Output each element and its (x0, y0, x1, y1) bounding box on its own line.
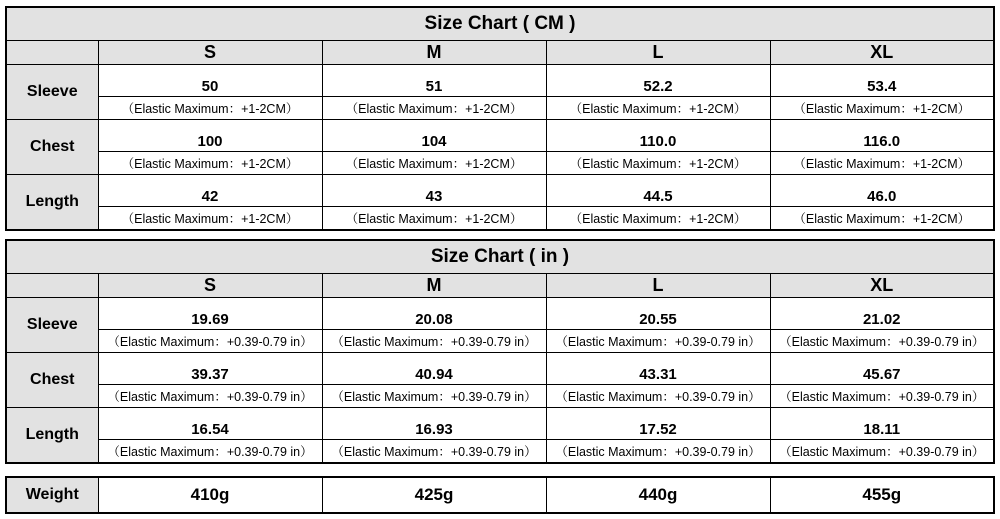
in-chest-s-note: （Elastic Maximum：+0.39-0.79 in） (98, 385, 322, 408)
cm-row-label-sleeve: Sleeve (6, 65, 98, 120)
cm-sleeve-m-value: 51 (322, 65, 546, 97)
in-length-l-note: （Elastic Maximum：+0.39-0.79 in） (546, 440, 770, 464)
cm-sleeve-l-note: （Elastic Maximum：+1-2CM） (546, 97, 770, 120)
cm-sleeve-xl-value: 53.4 (770, 65, 994, 97)
weight-table (5, 476, 995, 514)
weight-l-value: 440g (546, 477, 770, 513)
cm-length-l-value: 44.5 (546, 175, 770, 207)
in-chest-s-value: 39.37 (98, 353, 322, 385)
cm-length-s-value: 42 (98, 175, 322, 207)
in-sleeve-s-value: 19.69 (98, 298, 322, 330)
in-chest-xl-note: （Elastic Maximum：+0.39-0.79 in） (770, 385, 994, 408)
in-chest-l-value: 43.31 (546, 353, 770, 385)
in-chest-m-value: 40.94 (322, 353, 546, 385)
in-length-s-value: 16.54 (98, 408, 322, 440)
weight-xl-value: 455g (770, 477, 994, 513)
cm-sleeve-l-value: 52.2 (546, 65, 770, 97)
cm-table-title: Size Chart ( CM ) (6, 7, 994, 41)
cm-sleeve-xl-note: （Elastic Maximum：+1-2CM） (770, 97, 994, 120)
cm-chest-m-value: 104 (322, 120, 546, 152)
in-row-label-chest: Chest (6, 353, 98, 408)
cm-length-xl-note: （Elastic Maximum：+1-2CM） (770, 207, 994, 231)
in-sleeve-l-value: 20.55 (546, 298, 770, 330)
in-sleeve-m-value: 20.08 (322, 298, 546, 330)
in-size-header-s: S (98, 274, 322, 298)
in-chest-l-note: （Elastic Maximum：+0.39-0.79 in） (546, 385, 770, 408)
in-sleeve-m-note: （Elastic Maximum：+0.39-0.79 in） (322, 330, 546, 353)
cm-length-xl-value: 46.0 (770, 175, 994, 207)
in-chest-m-note: （Elastic Maximum：+0.39-0.79 in） (322, 385, 546, 408)
cm-chest-s-value: 100 (98, 120, 322, 152)
cm-chest-l-note: （Elastic Maximum：+1-2CM） (546, 152, 770, 175)
in-length-m-value: 16.93 (322, 408, 546, 440)
cm-chest-xl-note: （Elastic Maximum：+1-2CM） (770, 152, 994, 175)
in-corner-cell (6, 274, 98, 298)
in-size-header-xl: XL (770, 274, 994, 298)
in-length-xl-value: 18.11 (770, 408, 994, 440)
in-sleeve-s-note: （Elastic Maximum：+0.39-0.79 in） (98, 330, 322, 353)
cm-size-header-xl: XL (770, 41, 994, 65)
in-length-l-value: 17.52 (546, 408, 770, 440)
in-chest-xl-value: 45.67 (770, 353, 994, 385)
cm-chest-xl-value: 116.0 (770, 120, 994, 152)
size-chart-cm-table (5, 6, 995, 231)
weight-label: Weight (6, 477, 98, 513)
cm-sleeve-s-value: 50 (98, 65, 322, 97)
cm-chest-m-note: （Elastic Maximum：+1-2CM） (322, 152, 546, 175)
cm-size-header-m: M (322, 41, 546, 65)
cm-chest-l-value: 110.0 (546, 120, 770, 152)
in-row-label-length: Length (6, 408, 98, 464)
in-size-header-m: M (322, 274, 546, 298)
cm-size-header-l: L (546, 41, 770, 65)
cm-length-m-note: （Elastic Maximum：+1-2CM） (322, 207, 546, 231)
cm-sleeve-m-note: （Elastic Maximum：+1-2CM） (322, 97, 546, 120)
cm-length-l-note: （Elastic Maximum：+1-2CM） (546, 207, 770, 231)
in-length-xl-note: （Elastic Maximum：+0.39-0.79 in） (770, 440, 994, 464)
weight-s-value: 410g (98, 477, 322, 513)
in-sleeve-xl-value: 21.02 (770, 298, 994, 330)
in-size-header-l: L (546, 274, 770, 298)
cm-corner-cell (6, 41, 98, 65)
size-chart-in-table (5, 239, 995, 464)
cm-row-label-length: Length (6, 175, 98, 231)
in-row-label-sleeve: Sleeve (6, 298, 98, 353)
cm-chest-s-note: （Elastic Maximum：+1-2CM） (98, 152, 322, 175)
in-table-title: Size Chart ( in ) (6, 240, 994, 274)
weight-m-value: 425g (322, 477, 546, 513)
cm-length-s-note: （Elastic Maximum：+1-2CM） (98, 207, 322, 231)
in-sleeve-l-note: （Elastic Maximum：+0.39-0.79 in） (546, 330, 770, 353)
cm-size-header-s: S (98, 41, 322, 65)
cm-row-label-chest: Chest (6, 120, 98, 175)
cm-sleeve-s-note: （Elastic Maximum：+1-2CM） (98, 97, 322, 120)
in-length-s-note: （Elastic Maximum：+0.39-0.79 in） (98, 440, 322, 464)
in-length-m-note: （Elastic Maximum：+0.39-0.79 in） (322, 440, 546, 464)
in-sleeve-xl-note: （Elastic Maximum：+0.39-0.79 in） (770, 330, 994, 353)
cm-length-m-value: 43 (322, 175, 546, 207)
